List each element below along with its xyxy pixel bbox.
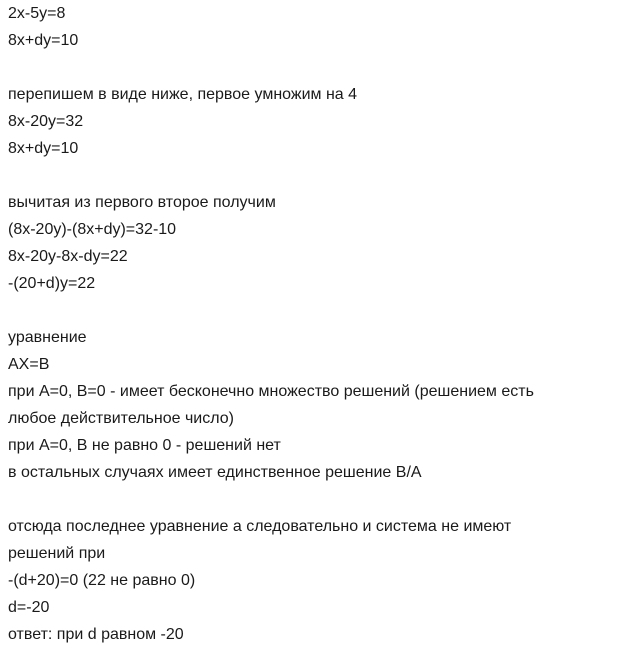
text-line: в остальных случаях имеет единственное решение B/A (8, 464, 422, 481)
text-line: отсюда последнее уравнение а следовательно и система не имеют (8, 518, 512, 535)
blank-line (8, 297, 627, 324)
equation-line: AX=B (8, 356, 50, 373)
text-line: вычитая из первого второе получим (8, 194, 276, 211)
equation-line: -(20+d)y=22 (8, 275, 96, 292)
equation-line: -(d+20)=0 (22 не равно 0) (8, 572, 196, 589)
blank-line (8, 54, 627, 81)
text-line: любое действительное число) (8, 410, 234, 427)
equation-line: 8x+dy=10 (8, 32, 79, 49)
text-line: при A=0, B=0 - имеет бесконечно множество решений (решением есть (8, 383, 534, 400)
equation-line: 8x-20y=32 (8, 113, 84, 130)
equation-line: 2x-5y=8 (8, 5, 66, 22)
equation-line: 8x+dy=10 (8, 140, 79, 157)
blank-line (8, 162, 627, 189)
answer-line: ответ: при d равном -20 (8, 626, 184, 643)
text-line: решений при (8, 545, 106, 562)
text-line: при A=0, B не равно 0 - решений нет (8, 437, 281, 454)
text-line: уравнение (8, 329, 87, 346)
equation-line: (8x-20y)-(8x+dy)=32-10 (8, 221, 177, 238)
equation-line: d=-20 (8, 599, 50, 616)
blank-line (8, 486, 627, 513)
text-line: перепишем в виде ниже, первое умножим на 4 (8, 86, 358, 103)
equation-line: 8x-20y-8x-dy=22 (8, 248, 128, 265)
